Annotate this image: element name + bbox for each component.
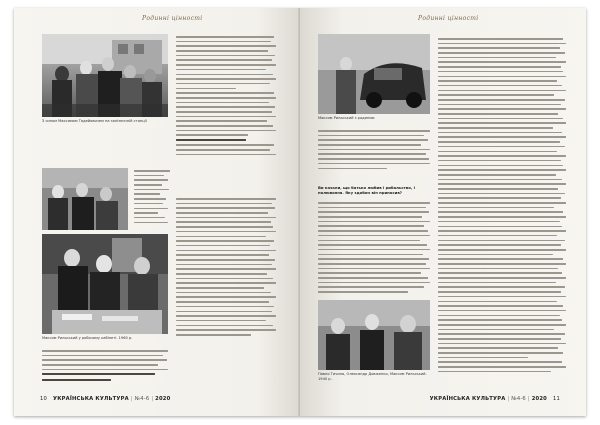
right-text-column-left-2 bbox=[318, 202, 430, 296]
photo-family-group bbox=[42, 168, 128, 230]
footer-left: 10 УКРАЇНСЬКА КУЛЬТУРА | №4-6 | 2020 bbox=[40, 396, 171, 402]
running-head-left: Родинні цінності bbox=[142, 15, 203, 22]
left-poem-column bbox=[134, 170, 174, 226]
left-text-column-right-bottom bbox=[176, 198, 276, 339]
left-text-column-right-top bbox=[176, 36, 276, 158]
magazine-spread bbox=[14, 8, 586, 416]
caption-photo-c: Максим Рильський у робочому кабінеті. 1960 р. bbox=[42, 336, 133, 340]
pull-question: Ви казали, що батько любив і рибальство, і полювання. Яку здобич він приносив? bbox=[318, 185, 415, 195]
caption-photo-a: З сином Максимом Тадейовичем на залізничній станції bbox=[42, 119, 147, 123]
issue-right: №4-6 bbox=[511, 396, 526, 402]
photo-three-men bbox=[318, 300, 430, 370]
photo-station-crowd bbox=[42, 34, 168, 117]
page-number-right: 11 bbox=[552, 396, 560, 402]
left-text-column-left-bottom bbox=[42, 350, 168, 384]
page-number-left: 10 bbox=[40, 396, 48, 402]
year-right: 2020 bbox=[531, 396, 547, 402]
left-page bbox=[14, 8, 300, 416]
photo-writer-at-desk bbox=[42, 234, 168, 334]
magazine-title-left: УКРАЇНСЬКА КУЛЬТУРА bbox=[53, 396, 129, 402]
year-left: 2020 bbox=[155, 396, 171, 402]
caption-photo-d: Павло Тичина, Олександр Довженко, Максим Рильський. 1940 р. bbox=[318, 372, 427, 381]
photo-man-with-car bbox=[318, 34, 430, 114]
right-text-column-left bbox=[318, 130, 430, 172]
caption-photo-b: Максим Рильський з родиною bbox=[318, 116, 375, 120]
footer-right: УКРАЇНСЬКА КУЛЬТУРА | №4-6 | 2020 11 bbox=[429, 396, 560, 402]
right-text-column-right bbox=[438, 38, 566, 376]
issue-left: №4-6 bbox=[134, 396, 150, 402]
running-head-right: Родинні цінності bbox=[418, 15, 479, 22]
magazine-title-right: УКРАЇНСЬКА КУЛЬТУРА bbox=[429, 396, 506, 402]
right-page bbox=[300, 8, 586, 416]
